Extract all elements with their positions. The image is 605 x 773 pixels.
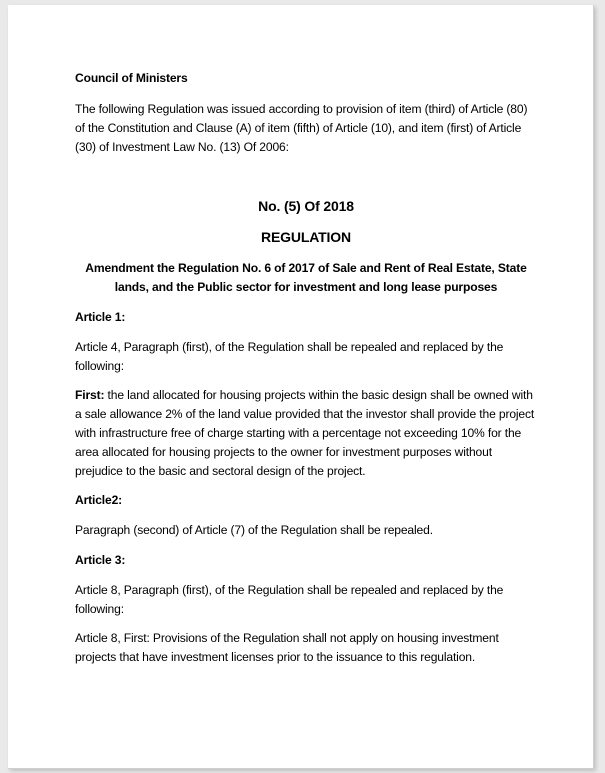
- issuer-heading: Council of Ministers: [75, 71, 188, 85]
- article-1-heading: Article 1:: [75, 310, 126, 324]
- regulation-number: No. (5) Of 2018: [258, 198, 354, 214]
- clause-label: First:: [75, 388, 105, 402]
- article-3-heading: Article 3:: [75, 553, 126, 567]
- regulation-subject: Amendment the Regulation No. 6 of 2017 of Sale and Rent of Real Estate, State lands, and the Public sector for investment and long lease purposes: [85, 261, 527, 294]
- article-1-clause-first: [75, 386, 537, 481]
- document-type-title: REGULATION: [260, 229, 351, 245]
- article-2-heading: Article2:: [75, 493, 123, 507]
- article-3-intro: Article 8, Paragraph (first), of the Regulation shall be repealed and replaced by the following:: [75, 583, 504, 616]
- article-2-text: Paragraph (second) of Article (7) of the Regulation shall be repealed.: [75, 523, 433, 537]
- article-1-intro: Article 4, Paragraph (first), of the Regulation shall be repealed and replaced by the following:: [75, 340, 504, 373]
- preamble-paragraph: The following Regulation was issued according to provision of item (third) of Article (80) of the Constitution and Clause (A) of item (fifth) of Article (10), and item (first) of Article (30) of Investment Law No. (13) Of 2006:: [75, 102, 528, 154]
- clause-text: the land allocated for housing projects within the basic design shall be owned with a sale allowance 2% of the land value provided that the investor shall provide the project with infrastructure free of charge starting with a percentage not exceeding 10% for the area allocated for housing projects to the owner for investment purposes without prejudice to the basic and sectoral design of the project.: [75, 388, 535, 478]
- article-3-text: Article 8, First: Provisions of the Regulation shall not apply on housing investment projects that have investment licenses prior to the issuance to this regulation.: [75, 631, 499, 664]
- document-page: [8, 5, 594, 769]
- document-body: [75, 69, 537, 667]
